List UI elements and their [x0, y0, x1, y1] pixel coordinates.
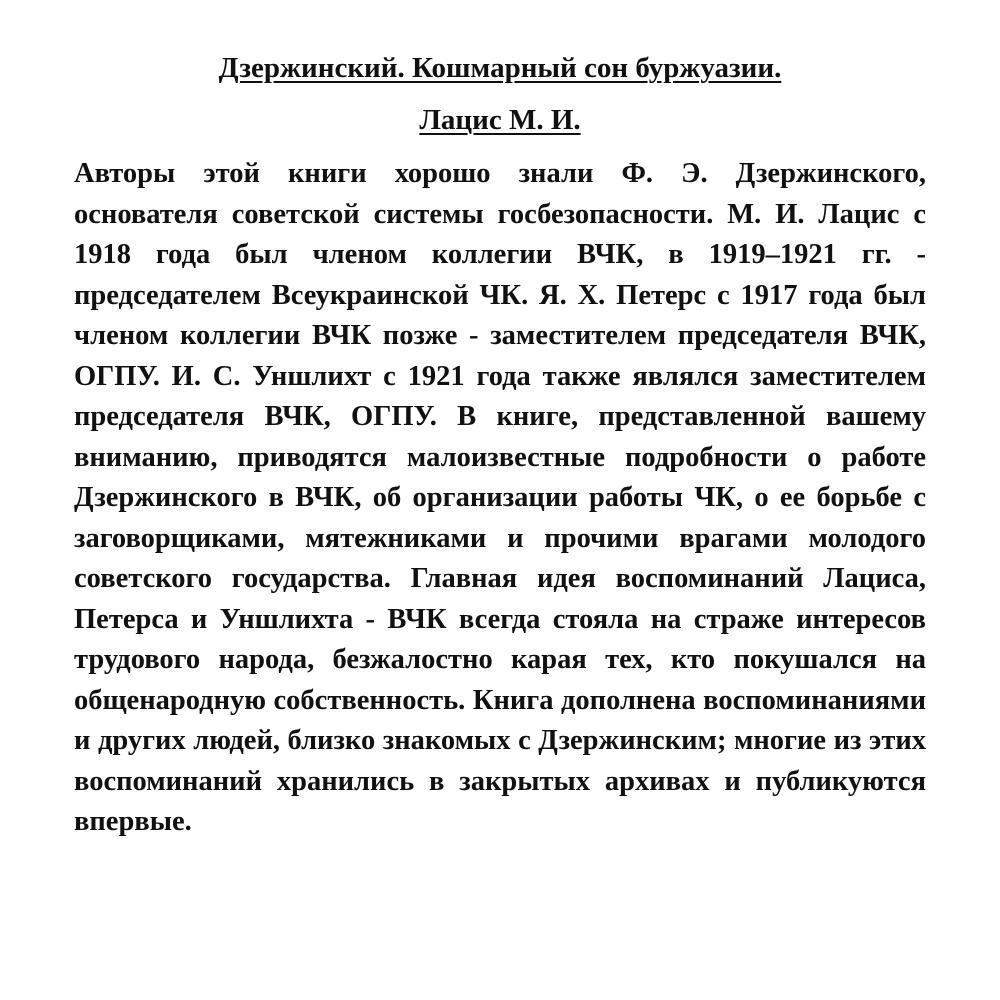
- book-description: Авторы этой книги хорошо знали Ф. Э. Дзержинского, основателя советской системы госбезопасности. М. И. Лацис с 1918 года был членом коллегии ВЧК, в 1919–1921 гг. - председателем Всеукраинской ЧК. Я. Х. Петерс с 1917 года был членом коллегии ВЧК позже - заместителем председателя ВЧК, ОГПУ. И. С. Уншлихт с 1921 года также являлся заместителем председателя ВЧК, ОГПУ. В книге, представленной вашему вниманию, приводятся малоизвестные подробности о работе Дзержинского в ВЧК, об организации работы ЧК, о ее борьбе с заговорщиками, мятежниками и прочими врагами молодого советского государства. Главная идея воспоминаний Лациса, Петерса и Уншлихта - ВЧК всегда стояла на страже интересов трудового народа, безжалостно карая тех, кто покушался на общенародную собственность. Книга дополнена воспоминаниями и других людей, близко знакомых с Дзержинским; многие из этих воспоминаний хранились в закрытых архивах и публикуются впервые.: [74, 158, 926, 837]
- book-title-text: Дзержинский. Кошмарный сон буржуазии.: [218, 52, 782, 84]
- book-title: [74, 48, 926, 88]
- book-author: [74, 100, 926, 140]
- book-author-text: Лацис М. И.: [419, 104, 581, 136]
